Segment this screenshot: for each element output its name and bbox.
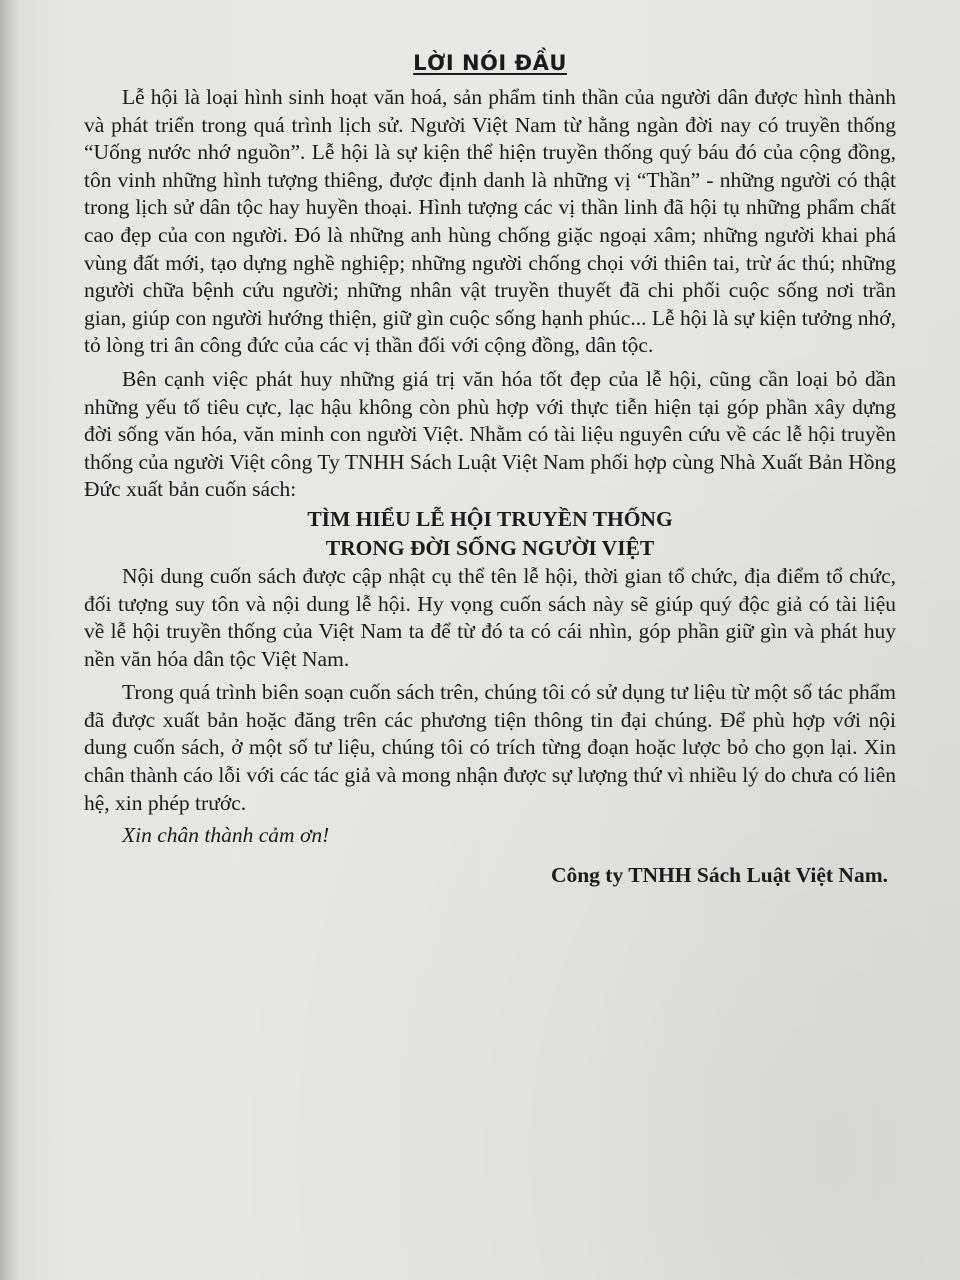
page-content — [84, 48, 896, 889]
paragraph-intro: Lễ hội là loại hình sinh hoạt văn hoá, sản phẩm tinh thần của người dân được hình thành và phát triển trong quá trình lịch sử. Người Việt Nam từ hằng ngàn đời nay có truyền thống “Uống nước nhớ nguồn”. Lễ hội là sự kiện thể hiện truyền thống quý báu đó của cộng đồng, tôn vinh những hình tượng thiêng, được định danh là những vị “Thần” - những người có thật trong lịch sử dân tộc hay huyền thoại. Hình tượng các vị thần linh đã hội tụ những phẩm chất cao đẹp của con người. Đó là những anh hùng chống giặc ngoại xâm; những người khai phá vùng đất mới, tạo dựng nghề nghiệp; những người chống chọi với thiên tai, trừ ác thú; những người chữa bệnh cứu người; những nhân vật truyền thuyết đã chi phối cuộc sống nơi trần gian, giúp con người hướng thiện, giữ gìn cuộc sống hạnh phúc... Lễ hội là sự kiện tưởng nhớ, tỏ lòng tri ân công đức của các vị thần đối với cộng đồng, dân tộc. — [84, 85, 896, 358]
book-title-line-1: TÌM HIỂU LỄ HỘI TRUYỀN THỐNG — [307, 506, 673, 531]
book-title-line-2: TRONG ĐỜI SỐNG NGƯỜI VIỆT — [325, 535, 655, 560]
paragraph-purpose: Bên cạnh việc phát huy những giá trị văn hóa tốt đẹp của lễ hội, cũng cần loại bỏ dần những yếu tố tiêu cực, lạc hậu không còn phù hợp với thực tiễn hiện tại góp phần xây dựng đời sống văn hóa, văn minh con người Việt. Nhằm có tài liệu nguyên cứu về các lễ hội truyền thống của người Việt công Ty TNHH Sách Luật Việt Nam phối hợp cùng Nhà Xuất Bản Hồng Đức xuất bản cuốn sách: — [84, 366, 896, 502]
paragraph-sources: Trong quá trình biên soạn cuốn sách trên, chúng tôi có sử dụng tư liệu từ một số tác phẩm đã được xuất bản hoặc đăng trên các phương tiện thông tin đại chúng. Để phù hợp với nội dung cuốn sách, ở một số tư liệu, chúng tôi có trích từng đoạn hoặc lược bỏ cho gọn lại. Xin chân thành cáo lỗi với các tác giả và mong nhận được sự lượng thứ vì nhiều lý do chưa có liên hệ, xin phép trước. — [84, 680, 896, 815]
gutter-shadow — [0, 0, 18, 1280]
paragraph-content: Nội dung cuốn sách được cập nhật cụ thể tên lễ hội, thời gian tổ chức, địa điểm tổ chức, đối tượng suy tôn và nội dung lễ hội. Hy vọng cuốn sách này sẽ giúp quý độc giả có tài liệu về lễ hội truyền thống của Việt Nam ta để từ đó ta có cái nhìn, góp phần giữ gìn và phát huy nền văn hóa dân tộc Việt Nam. — [84, 563, 896, 671]
closing-thanks: Xin chân thành cảm ơn! — [122, 823, 330, 848]
signature: Công ty TNHH Sách Luật Việt Nam. — [550, 863, 888, 888]
page-heading: LỜI NÓI ĐẦU — [413, 51, 567, 75]
